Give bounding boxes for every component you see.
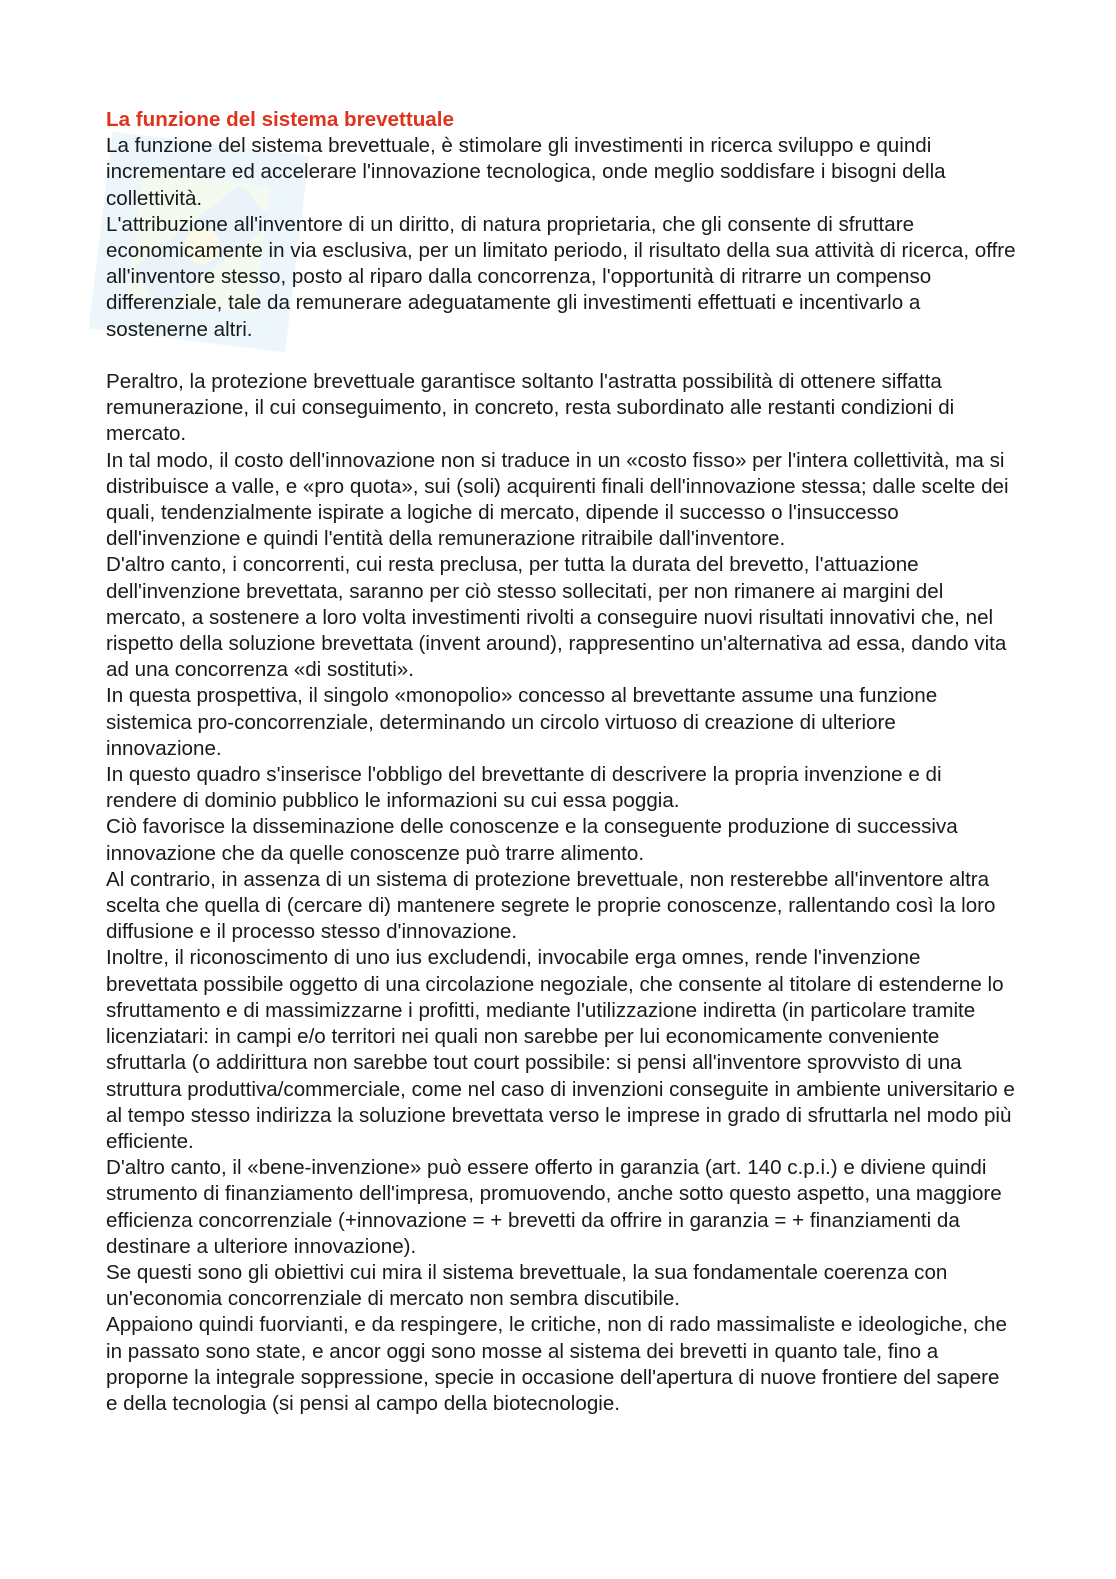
paragraph: In tal modo, il costo dell'innovazione non si traduce in un «costo fisso» per l'intera collettività, ma si distribuisce a valle, e «pro quota», sui (soli) acquirenti finali dell'innovazione stessa; dalle scelte dei quali, tendenzialmente ispirate a logiche di mercato, dipende il successo o l'insuccesso dell'invenzione e quindi l'entità della remunerazione ritraibile dall'inventore. xyxy=(106,448,1009,551)
paragraph: In questo quadro s'inserisce l'obbligo del brevettante di descrivere la propria invenzione e di rendere di dominio pubblico le informazioni su cui essa poggia. xyxy=(106,763,942,813)
document-body xyxy=(106,107,1016,1417)
paragraph: L'attribuzione all'inventore di un diritto, di natura proprietaria, che gli consente di sfruttare economicamente in via esclusiva, per un limitato periodo, il risultato della sua attività di ricerca, offre all'inventore stesso, posto al riparo dalla concorrenza, l'opportunità di ritrarre un compenso differenziale, tale da remunerare adeguatamente gli investimenti effettuati e incentivarlo a sostenerne altri. xyxy=(106,212,1016,341)
paragraph: Ciò favorisce la disseminazione delle conoscenze e la conseguente produzione di successiva innovazione che da quelle conoscenze può trarre alimento. xyxy=(106,815,958,865)
paragraph: D'altro canto, i concorrenti, cui resta preclusa, per tutta la durata del brevetto, l'attuazione dell'invenzione brevettata, saranno per ciò stesso sollecitati, per non rimanere ai margini del mercato, a sostenere a loro volta investimenti rivolti a conseguire nuovi risultati innovativi che, nel rispetto della soluzione brevettata (invent around), rappresentino un'alternativa ad essa, dando vita ad una concorrenza «di sostituti». xyxy=(106,553,1007,682)
paragraph: In questa prospettiva, il singolo «monopolio» concesso al brevettante assume una funzione sistemica pro-concorrenziale, determinando un circolo virtuoso di creazione di ulteriore innovazione. xyxy=(106,684,938,760)
paragraph: Peraltro, la protezione brevettuale garantisce soltanto l'astratta possibilità di ottenere siffatta remunerazione, il cui conseguimento, in concreto, resta subordinato alle restanti condizioni di mercato. xyxy=(106,370,955,446)
paragraph: La funzione del sistema brevettuale, è stimolare gli investimenti in ricerca sviluppo e quindi incrementare ed accelerare l'innovazione tecnologica, onde meglio soddisfare i bisogni della collettività. xyxy=(106,134,946,210)
paragraph-spacer xyxy=(106,343,1016,369)
paragraph: Appaiono quindi fuorvianti, e da respingere, le critiche, non di rado massimaliste e ideologiche, che in passato sono state, e ancor oggi sono mosse al sistema dei brevetti in quanto tale, fino a proporne la integrale soppressione, specie in occasione dell'apertura di nuove frontiere del sapere e della tecnologia (si pensi al campo della biotecnologie. xyxy=(106,1313,1007,1415)
paragraph: Al contrario, in assenza di un sistema di protezione brevettuale, non resterebbe all'inventore altra scelta che quella di (cercare di) mantenere segrete le proprie conoscenze, rallentando così la loro diffusione e il processo stesso d'innovazione. xyxy=(106,867,996,944)
paragraph: Inoltre, il riconoscimento di uno ius excludendi, invocabile erga omnes, rende l'invenzione brevettata possibile oggetto di una circolazione negoziale, che consente al titolare di estenderne lo sfruttamento e di massimizzarne i profitti, mediante l'utilizzazione indiretta (in particolare tramite licenziatari: in campi e/o territori nei quali non sarebbe per lui economicamente conveniente sfruttarla (o addirittura non sarebbe tout court possibile: si pensi all'inventore sprovvisto di una struttura produttiva/commerciale, come nel caso di invenzioni conseguite in ambiente universitario e al tempo stesso indirizza la soluzione brevettata verso le imprese in grado di sfruttarla nel modo più efficiente. xyxy=(106,946,1015,1153)
paragraph: Se questi sono gli obiettivi cui mira il sistema brevettuale, la sua fondamentale coerenza con un'economia concorrenziale di mercato non sembra discutibile. xyxy=(106,1260,948,1311)
paragraph: D'altro canto, il «bene-invenzione» può essere offerto in garanzia (art. 140 c.p.i.) e diviene quindi strumento di finanziamento dell'impresa, promuovendo, anche sotto questo aspetto, una maggiore efficienza concorrenziale (+innovazione = + brevetti da offrire in garanzia = + finanziamenti da destinare a ulteriore innovazione). xyxy=(106,1156,1002,1258)
document-title: La funzione del sistema brevettuale xyxy=(106,108,454,131)
